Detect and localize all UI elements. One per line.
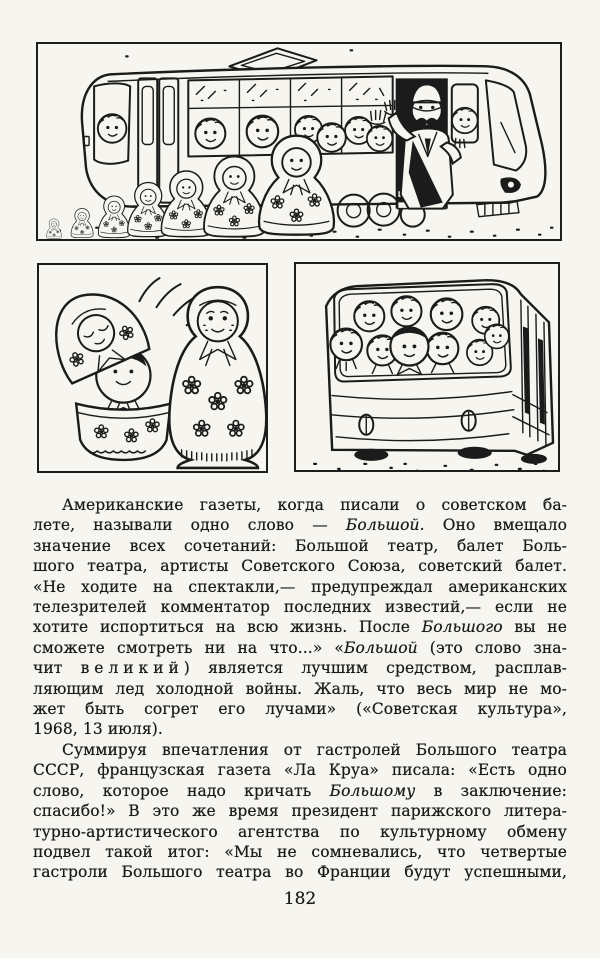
- matryoshka-big: [169, 287, 266, 468]
- figure-trolleybus-matryoshka-parade: [36, 42, 562, 241]
- text-segment: ляющим лед холодной войны. Жаль, что весь мир не мо-: [33, 679, 567, 698]
- text-segment: телезрителей комментатор последних известий,— если не: [33, 598, 567, 617]
- text-line: [33, 719, 567, 739]
- text-segment: гастроли Большого театра во Франции будут успешными,: [33, 863, 567, 882]
- bus-front-illustration: [296, 264, 558, 470]
- text-segment: СССР, французская газета «Ла Круа» писала: «Есть одно: [33, 761, 567, 780]
- text-segment: Большой: [344, 638, 418, 657]
- text-line: [33, 536, 567, 556]
- text-segment: подвел такой итог: «Мы не сомневались, что четвертые: [33, 842, 567, 861]
- text-segment: великий: [80, 659, 184, 678]
- text-line: [33, 658, 567, 678]
- text-segment: . Оно вмещало: [419, 516, 567, 535]
- text-segment: 1968, 13 июля).: [33, 720, 163, 739]
- text-segment: сможете смотреть ни на что...» «: [33, 638, 345, 657]
- text-segment: лете, называли одно слово —: [33, 516, 346, 535]
- text-line: [33, 597, 567, 617]
- text-segment: чит: [33, 659, 81, 678]
- text-line: [33, 781, 567, 801]
- text-segment: Большой: [345, 516, 420, 535]
- text-segment: ) является лучшим средством, расплав-: [183, 659, 567, 678]
- text-segment: в заключение:: [415, 781, 567, 800]
- text-line: [33, 577, 567, 597]
- matryoshka-opening-illustration: [39, 265, 266, 471]
- figure-bus-front-children: [294, 262, 560, 472]
- text-segment: спасибо!» В это же время президент парижского литера-: [33, 802, 567, 821]
- text-line: [33, 760, 567, 780]
- text-segment: Большому: [329, 781, 416, 800]
- text-segment: турно-артистического агентства по культурному обмену: [33, 822, 567, 841]
- text-line: [33, 699, 567, 719]
- text-segment: шого театра, артисты Советского Союза, советский балет.: [33, 557, 567, 576]
- text-line: [33, 495, 567, 515]
- text-line: [33, 862, 567, 882]
- text-line: [33, 556, 567, 576]
- figure-matryoshka-opening: [37, 263, 268, 473]
- text-line: [33, 740, 567, 760]
- paragraph: [33, 740, 567, 883]
- body-text: [33, 495, 567, 883]
- trolleybus-illustration: [38, 44, 560, 239]
- text-segment: Суммируя впечатления от гастролей Большого театра: [62, 740, 567, 759]
- text-segment: хотите испортиться на всю жизнь. После: [33, 618, 422, 637]
- text-line: [33, 842, 567, 862]
- text-line: [33, 638, 567, 658]
- page-number: 182: [283, 889, 317, 909]
- paragraph: [33, 495, 567, 740]
- text-segment: «Не ходите на спектакли,— предупреждал американских: [33, 577, 567, 596]
- text-line: [33, 822, 567, 842]
- text-line: [33, 801, 567, 821]
- text-line: [33, 679, 567, 699]
- text-segment: жет быть согрет его лучами» («Советская культура»,: [33, 700, 567, 719]
- text-segment: слово, которое надо кричать: [33, 781, 330, 800]
- text-segment: вы не: [502, 618, 567, 637]
- text-segment: значение всех сочетаний: Большой театр, балет Боль-: [33, 536, 567, 555]
- text-line: [33, 515, 567, 535]
- text-segment: Большого: [421, 618, 503, 637]
- text-line: [33, 617, 567, 637]
- text-segment: (это слово зна-: [417, 638, 567, 657]
- text-segment: Американские газеты, когда писали о советском ба-: [62, 496, 567, 514]
